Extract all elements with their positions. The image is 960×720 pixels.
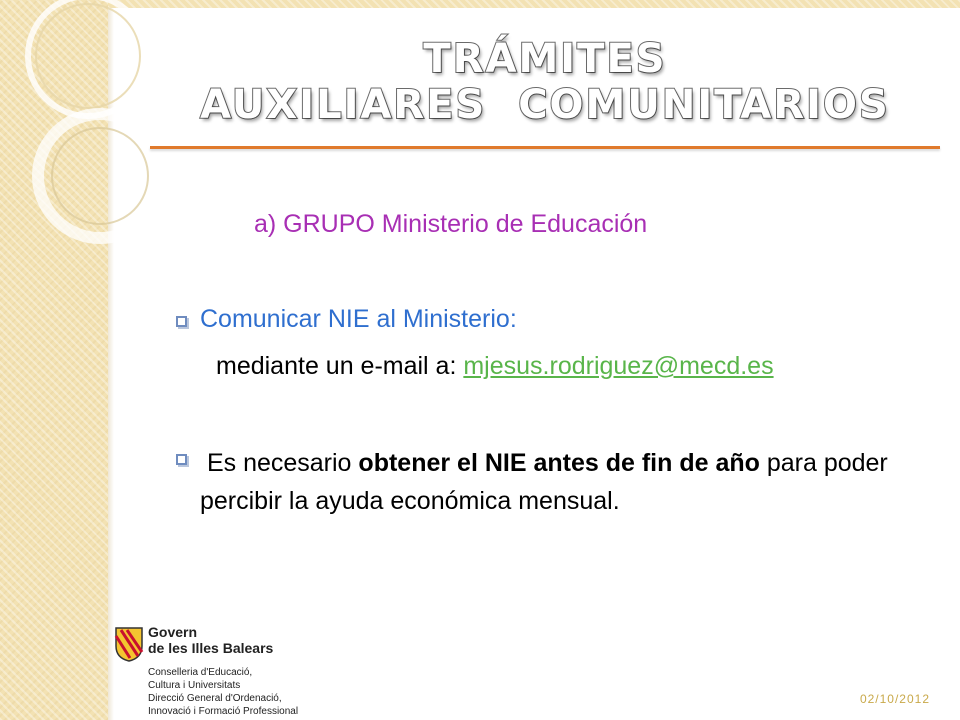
bullet-2-text-before: Es necesario <box>200 449 359 477</box>
logo-dept-3: Direcció General d'Ordenació, <box>148 693 282 704</box>
govern-logo <box>112 622 332 718</box>
logo-dept-1: Conselleria d'Educació, <box>148 667 253 678</box>
title-line-1: TRÁMITES <box>423 36 667 82</box>
logo-line-2: de les Illes Balears <box>148 640 274 656</box>
bullet-1-text: Comunicar NIE al Ministerio: <box>200 305 517 333</box>
email-link[interactable]: mjesus.rodriguez@mecd.es <box>463 352 774 380</box>
coat-of-arms-icon <box>114 626 144 662</box>
bullet-2-text-after: para poder percibir la ayuda económica mensual. <box>200 449 888 515</box>
top-decorative-strip <box>108 0 960 8</box>
email-prefix: mediante un e-mail a: <box>216 352 464 380</box>
slide-date: 02/10/2012 <box>859 692 930 706</box>
slide-title <box>150 36 940 128</box>
bullet-2-text <box>200 444 920 520</box>
logo-dept-2: Cultura i Universitats <box>148 680 241 691</box>
logo-department <box>148 666 298 718</box>
bullet-2-text-bold: obtener el NIE antes de fin de año <box>358 449 760 477</box>
decorative-circles <box>0 0 160 260</box>
email-line <box>216 352 774 381</box>
title-underline <box>150 146 940 149</box>
title-line-2: AUXILIARES COMUNITARIOS <box>200 82 890 128</box>
logo-title <box>148 624 273 656</box>
bullet-marker-1 <box>176 316 187 327</box>
subtitle: a) GRUPO Ministerio de Educación <box>254 210 648 238</box>
logo-dept-4: Innovació i Formació Professional <box>148 706 299 717</box>
bullet-marker-2 <box>176 454 187 465</box>
logo-line-1: Govern <box>148 624 198 640</box>
